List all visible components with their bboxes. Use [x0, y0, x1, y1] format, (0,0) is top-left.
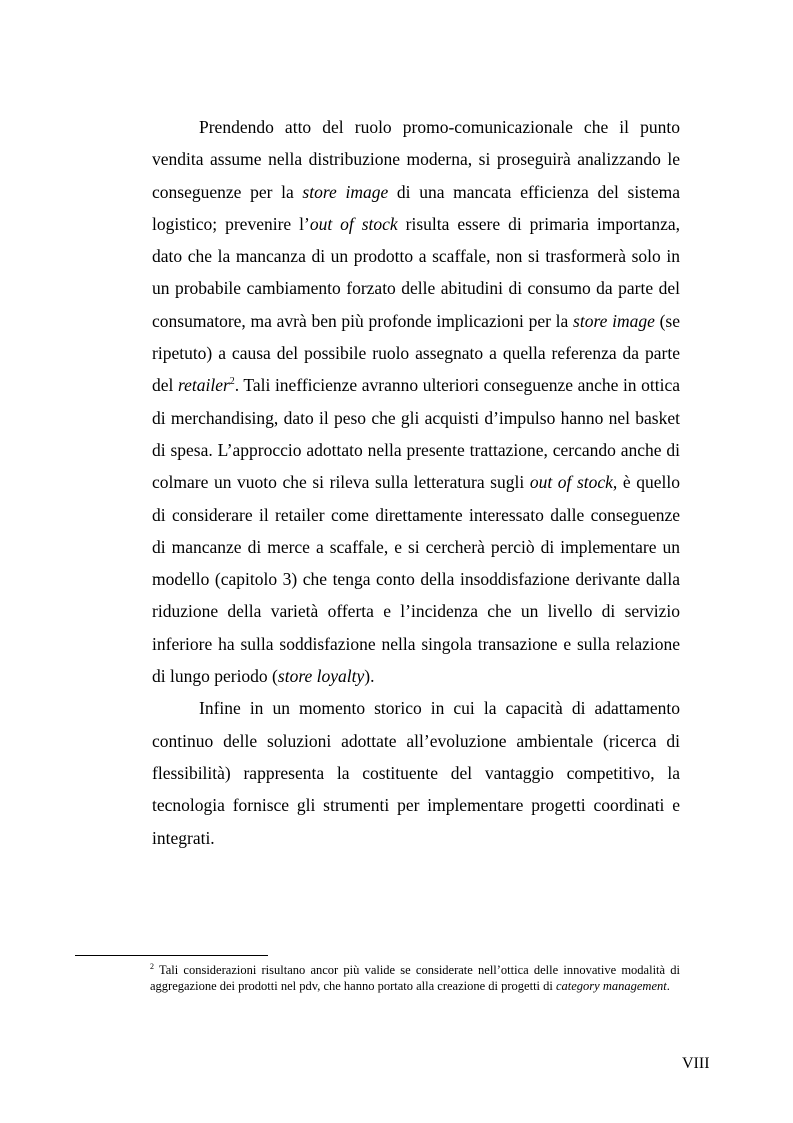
italic-term: out of stock	[529, 472, 613, 493]
text-run: .	[666, 979, 670, 993]
text-run: ).	[364, 666, 375, 687]
text-run: Prendendo atto del ruolo promo-comunicazionale che il punto vendita assume nella distribuzione moderna, si proseguirà analizzando le conseguenze per la	[152, 117, 680, 202]
text-run: risulta essere di primaria importanza, dato che la mancanza di un prodotto a scaffale, non si trasformerà solo in un probabile cambiamento forzato delle abitudini di consumo da parte del consumatore, ma avrà ben più profonde implicazioni per la	[152, 213, 680, 331]
italic-term: store image	[573, 310, 655, 331]
text-run: di una mancata efficienza del sistema logistico; prevenire l’	[152, 181, 681, 234]
paragraph-1	[152, 111, 680, 692]
text-run: Infine in un momento storico in cui la capacità di adattamento continuo delle soluzioni adottate all’evoluzione ambientale (ricerca di flessibilità) rappresenta la costituente del vantaggio competitivo, la tecnologia fornisce gli strumenti per implementare progetti coordinati e integrati.	[152, 698, 680, 848]
footnote-separator	[75, 955, 268, 956]
italic-term: store loyalty	[277, 666, 365, 687]
text-run: (se ripetuto) a causa del possibile ruolo assegnato a quella referenza da parte del	[152, 310, 680, 396]
italic-term: category management	[555, 979, 667, 993]
text-run: . Tali inefficienze avranno ulteriori conseguenze anche in ottica di merchandising, dato il peso che gli acquisti d’impulso hanno nel basket di spesa. L’approccio adottato nella presente trattazione, cercando anche di colmare un vuoto che si rileva sulla letteratura sugli	[152, 375, 680, 493]
page-number: VIII	[682, 1055, 710, 1072]
footnote-marker: 2	[150, 961, 154, 971]
italic-term: store image	[302, 181, 389, 202]
italic-term: out of stock	[309, 213, 398, 234]
text-run: Tali considerazioni risultano ancor più valide se considerate nell’ottica delle innovative modalità di aggregazione dei prodotti nel pdv, che hanno portato alla creazione di progetti di	[150, 963, 680, 993]
footnote-2	[150, 962, 680, 994]
text-run: , è quello di considerare il retailer come direttamente interessato dalle conseguenze di mancanze di merce a scaffale, e si cercherà perciò di implementare un modello (capitolo 3) che tenga conto della insoddisfazione derivante dalla riduzione della varietà offerta e l’incidenza che un livello di servizio inferiore ha sulla soddisfazione nella singola transazione e sulla relazione di lungo periodo (	[152, 472, 680, 687]
footnote-marker: 2	[229, 376, 235, 388]
paragraph-2	[152, 692, 680, 853]
italic-term: retailer	[177, 375, 230, 396]
body-text	[152, 111, 680, 854]
